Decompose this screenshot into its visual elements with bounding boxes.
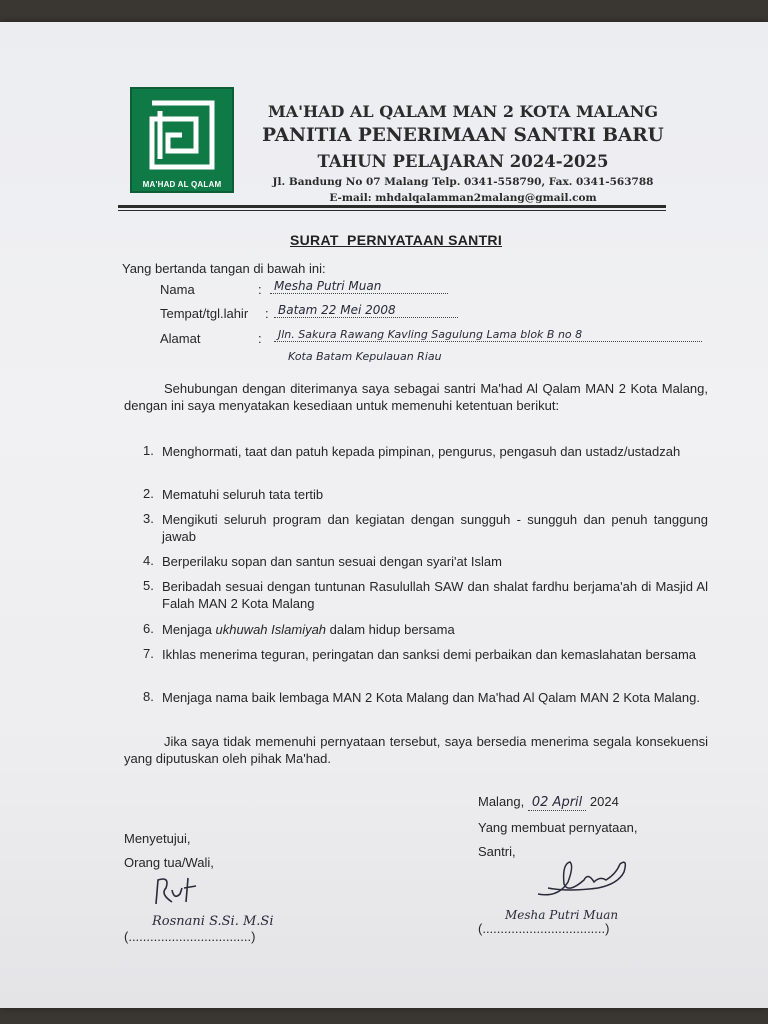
item-number: 8. — [143, 689, 154, 704]
ttl-value: Batam 22 Mei 2008 — [274, 303, 458, 318]
right-sign-line2: Santri, — [478, 844, 516, 859]
item-text-post: dalam hidup bersama — [326, 622, 455, 637]
header-line-1: MA'HAD AL QALAM MAN 2 KOTA MALANG — [267, 102, 659, 121]
paragraph-intro: Sehubungan dengan diterimanya saya sebagai santri Ma'had Al Qalam MAN 2 Kota Malang, dengan ini saya menyatakan kesediaan untuk memenuhi ketentuan berikut: — [124, 381, 708, 413]
alamat-value-line1: Jln. Sakura Rawang Kavling Sagulung Lama blok B no 8 — [274, 328, 702, 342]
item-number: 3. — [143, 511, 154, 526]
student-signature-icon — [528, 854, 638, 904]
institution-logo — [130, 87, 234, 193]
nama-label: Nama — [160, 282, 195, 297]
header-line-2: PANITIA PENERIMAAN SANTRI BARU — [262, 125, 664, 146]
document-title: SURAT PERNYATAAN SANTRI — [290, 232, 503, 248]
list-item: Beribadah sesuai dengan tuntunan Rasulullah SAW dan shalat fardhu berjama'ah di Masjid Al Falah MAN 2 Kota Malang — [162, 579, 708, 611]
item-number: 2. — [143, 486, 154, 501]
left-sign-line2: Orang tua/Wali, — [124, 855, 214, 870]
header-rule-thin — [118, 210, 666, 211]
guardian-name-bracket: (..................................) — [124, 929, 256, 944]
header-line-3: TAHUN PELAJARAN 2024-2025 — [317, 152, 609, 171]
list-item: Mematuhi seluruh tata tertib — [162, 487, 324, 502]
student-name-bracket: (..................................) — [478, 921, 610, 936]
list-item — [162, 621, 708, 638]
list-item: Menjaga nama baik lembaga MAN 2 Kota Malang dan Ma'had Al Qalam MAN 2 Kota Malang. — [162, 690, 700, 705]
student-name: Mesha Putri Muan — [505, 908, 619, 922]
item-number: 4. — [143, 553, 154, 568]
nama-colon: : — [258, 282, 262, 297]
item-number: 6. — [143, 621, 154, 636]
header-address: Jl. Bandung No 07 Malang Telp. 0341-558790, Fax. 0341-563788 — [272, 176, 654, 188]
date-day-month: 02 April — [528, 795, 586, 811]
date-city: Malang, — [478, 794, 525, 809]
item-number: 5. — [143, 578, 154, 593]
list-item: Berperilaku sopan dan santun sesuai dengan syari'at Islam — [162, 554, 502, 569]
item-number: 1. — [143, 443, 154, 458]
header-email: E-mail: mhdalqalamman2malang@gmail.com — [329, 192, 597, 204]
item-number: 7. — [143, 646, 154, 661]
header-rule-thick — [118, 205, 666, 208]
calligraphy-logo-icon — [146, 97, 218, 173]
logo-label: MA'HAD AL QALAM — [142, 180, 222, 189]
paragraph-closing: Jika saya tidak memenuhi pernyataan tersebut, saya bersedia menerima segala konsekuensi yang diputuskan oleh pihak Ma'had. — [124, 734, 708, 766]
item-text-pre: Menjaga — [162, 622, 216, 637]
list-item: Ikhlas menerima teguran, peringatan dan sanksi demi perbaikan dan kemaslahatan bersama — [162, 647, 697, 662]
item-text-italic: ukhuwah Islamiyah — [215, 622, 327, 637]
alamat-value-line2: Kota Batam Kepulauan Riau — [288, 350, 442, 363]
guardian-name: Rosnani S.Si. M.Si — [152, 914, 274, 929]
right-sign-line1: Yang membuat pernyataan, — [478, 820, 638, 835]
document-page — [0, 22, 768, 1008]
alamat-colon: : — [258, 331, 262, 346]
ttl-label: Tempat/tgl.lahir — [160, 306, 249, 321]
nama-value: Mesha Putri Muan — [270, 279, 448, 294]
list-item: Mengikuti seluruh program dan kegiatan dengan sungguh - sungguh dan penuh tanggung jawab — [162, 512, 708, 544]
intro-text: Yang bertanda tangan di bawah ini: — [122, 261, 326, 276]
date-year: 2024 — [589, 794, 619, 809]
signing-date — [478, 793, 619, 811]
alamat-label: Alamat — [160, 331, 201, 346]
list-item: Menghormati, taat dan patuh kepada pimpinan, pengurus, pengasuh dan ustadz/ustadzah — [162, 444, 681, 459]
guardian-signature-icon — [148, 872, 208, 912]
ttl-colon: : — [265, 306, 269, 321]
left-sign-line1: Menyetujui, — [124, 831, 191, 846]
